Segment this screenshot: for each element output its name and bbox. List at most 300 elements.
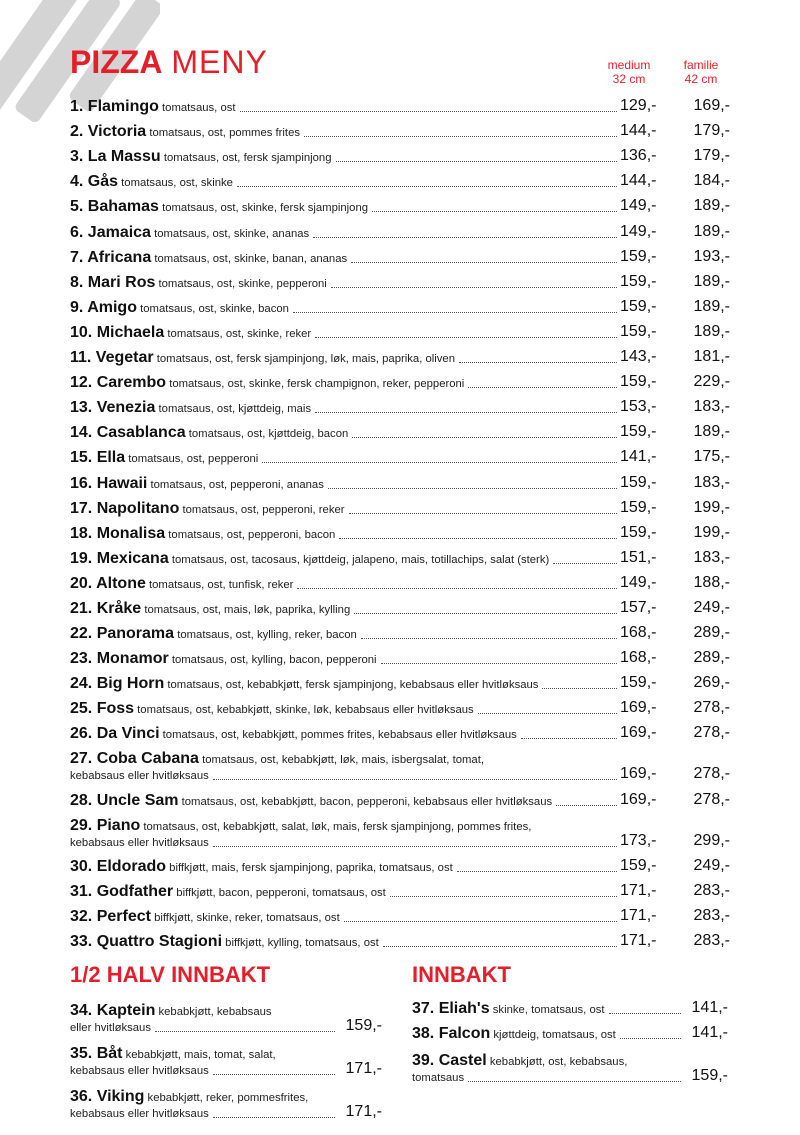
pizza-ingredients: tomatsaus, ost — [162, 102, 236, 115]
item-name: 39. Castel — [412, 1052, 487, 1069]
menu-row-line1 — [70, 1002, 338, 1021]
dot-leader — [372, 211, 617, 212]
menu-row — [70, 567, 730, 592]
pizza-name: 9. Amigo — [70, 298, 137, 316]
dot-leader — [468, 387, 617, 388]
menu-row-text — [70, 323, 312, 341]
menu-row — [70, 441, 730, 466]
menu-row — [70, 492, 730, 517]
item-ingredients: kebabkjøtt, kebabsaus — [158, 1006, 272, 1018]
price-familie: 189,- — [693, 197, 730, 215]
pizza-ingredients: tomatsaus, ost, tacosaus, kjøttdeig, jalapeno, mais, totillachips, salat (sterk) — [171, 553, 550, 566]
price-medium: 149,- — [620, 573, 657, 591]
menu-row-text — [70, 223, 310, 241]
pizza-name: 29. Piano — [70, 816, 141, 834]
menu-row-desc — [70, 907, 620, 925]
menu-row — [412, 1017, 728, 1042]
menu-row-text — [70, 599, 351, 617]
price-medium: 129,- — [620, 97, 657, 115]
menu-row — [70, 617, 730, 642]
menu-row — [70, 165, 730, 190]
price-medium: 169,- — [620, 765, 657, 783]
dot-leader — [336, 161, 618, 162]
menu-row-text — [70, 907, 340, 925]
menu-row-desc — [70, 599, 620, 617]
dot-leader — [351, 262, 617, 263]
price-familie: 175,- — [693, 448, 730, 466]
pizza-ingredients: tomatsaus, ost, skinke — [121, 177, 233, 190]
price-medium: 169,- — [620, 699, 657, 717]
column-medium-label: medium — [607, 58, 651, 72]
price-familie: 181,- — [693, 348, 730, 366]
dot-leader — [328, 488, 617, 489]
item-ingredients-cont: tomatsaus — [412, 1072, 465, 1084]
price-familie: 283,- — [693, 906, 730, 924]
item-name: 37. Eliah's — [412, 1000, 490, 1017]
dot-leader — [478, 713, 617, 714]
dot-leader — [352, 437, 617, 438]
menu-row-line2 — [412, 1071, 684, 1085]
pizza-ingredients: tomatsaus, ost, skinke, pepperoni — [158, 277, 327, 290]
menu-row-text — [70, 857, 453, 875]
menu-row-desc — [70, 524, 620, 542]
pizza-ingredients: tomatsaus, ost, pommes frites — [149, 127, 301, 140]
menu-row-text — [70, 524, 336, 542]
pizza-ingredients: tomatsaus, ost, skinke, fersk champignon, reker, pepperoni — [169, 378, 465, 391]
item-price: 171,- — [345, 1060, 382, 1077]
menu-row-desc — [70, 273, 620, 291]
menu-row — [70, 115, 730, 140]
menu-row-text — [70, 451, 258, 466]
dot-leader — [293, 312, 617, 313]
pizza-ingredients: biffkjøtt, skinke, reker, tomatsaus, ost — [154, 911, 340, 924]
pizza-ingredients: tomatsaus, ost, pepperoni, reker — [182, 503, 345, 516]
item-price: 171,- — [345, 1103, 382, 1120]
menu-row — [70, 542, 730, 567]
price-medium: 136,- — [620, 147, 657, 165]
pizza-name: 4. Gås — [70, 173, 119, 191]
pizza-name: 24. Big Horn — [70, 675, 165, 693]
menu-row-desc — [70, 677, 620, 692]
menu-row-desc — [412, 1002, 684, 1017]
menu-row-desc — [70, 125, 620, 140]
pizza-ingredients: tomatsaus, ost, skinke, banan, ananas — [154, 252, 348, 265]
price-medium: 168,- — [620, 624, 657, 642]
title-light: MENY — [171, 44, 268, 80]
price-familie: 179,- — [693, 122, 730, 140]
price-medium: 157,- — [620, 598, 657, 616]
pizza-ingredients: biffkjøtt, bacon, pepperoni, tomatsaus, ost — [176, 886, 386, 899]
dot-leader — [315, 337, 617, 338]
dot-leader — [339, 538, 617, 539]
price-medium: 171,- — [620, 931, 657, 949]
price-medium: 159,- — [620, 856, 657, 874]
pizza-ingredients: tomatsaus, ost, kebabkjøtt, pommes frites, kebabsaus eller hvitløksaus — [162, 729, 517, 742]
pizza-name: 16. Hawaii — [70, 474, 148, 492]
menu-row-text — [70, 200, 368, 215]
menu-row-text — [70, 574, 294, 592]
price-familie: 278,- — [693, 724, 730, 742]
pizza-ingredients-cont: kebabsaus eller hvitløksaus — [70, 836, 209, 849]
pizza-name: 6. Jamaica — [70, 223, 151, 241]
pizza-name: 22. Panorama — [70, 625, 175, 643]
menu-row — [70, 875, 730, 900]
price-medium: 173,- — [620, 831, 657, 849]
menu-row-desc — [412, 1052, 684, 1085]
dot-leader — [344, 921, 617, 922]
menu-row — [70, 190, 730, 215]
item-ingredients-cont: kebabsaus eller hvitløksaus — [70, 1065, 209, 1077]
dot-leader — [553, 563, 617, 564]
menu-row-desc — [412, 1027, 684, 1042]
menu-row — [70, 642, 730, 667]
menu-row-text — [70, 627, 357, 642]
dot-leader — [381, 663, 617, 664]
pizza-ingredients: tomatsaus, ost, skinke, fersk sjampinjong — [162, 202, 369, 215]
price-medium: 159,- — [620, 498, 657, 516]
price-familie: 189,- — [693, 423, 730, 441]
menu-row-text — [70, 652, 377, 667]
innbakt-title: INNBAKT — [412, 962, 511, 987]
menu-row-desc — [70, 351, 620, 366]
menu-row-desc — [70, 932, 620, 950]
price-familie: 278,- — [693, 765, 730, 783]
price-medium: 159,- — [620, 247, 657, 265]
price-medium: 144,- — [620, 172, 657, 190]
menu-row — [70, 809, 730, 850]
price-familie: 188,- — [693, 573, 730, 591]
menu-row-desc — [70, 627, 620, 642]
pizza-name: 5. Bahamas — [70, 198, 159, 216]
menu-row-desc — [70, 882, 620, 900]
menu-row-text — [412, 1027, 616, 1042]
column-familie-size: 42 cm — [684, 72, 718, 86]
price-familie: 183,- — [693, 548, 730, 566]
pizza-name: 3. La Massu — [70, 148, 161, 166]
dot-leader — [361, 638, 617, 639]
menu-row-desc — [70, 200, 620, 215]
item-price: 141,- — [691, 999, 728, 1016]
item-ingredients: skinke, tomatsaus, ost — [492, 1004, 605, 1016]
pizza-ingredients: tomatsaus, ost, kebabkjøtt, bacon, pepperoni, kebabsaus eller hvitløksaus — [181, 795, 553, 808]
pizza-ingredients: tomatsaus, ost, pepperoni, ananas — [150, 478, 324, 491]
price-familie: 189,- — [693, 297, 730, 315]
menu-row-text — [70, 150, 332, 165]
menu-row-desc — [70, 100, 620, 115]
dot-leader — [390, 896, 617, 897]
menu-row — [70, 266, 730, 291]
dot-leader — [542, 688, 617, 689]
title-bold: PIZZA — [70, 44, 163, 80]
price-medium: 159,- — [620, 322, 657, 340]
menu-row-line2 — [70, 1021, 338, 1035]
pizza-name: 15. Ella — [70, 449, 126, 467]
menu-row-desc — [70, 474, 620, 492]
item-name: 35. Båt — [70, 1045, 123, 1062]
price-medium: 159,- — [620, 423, 657, 441]
menu-row — [70, 783, 730, 808]
menu-row — [70, 241, 730, 266]
dot-leader — [383, 946, 617, 947]
halv-innbakt-title: 1/2 HALV INNBAKT — [70, 962, 271, 987]
menu-row-text — [70, 677, 538, 692]
pizza-ingredients: tomatsaus, ost, skinke, reker — [167, 327, 312, 340]
item-ingredients: kebabkjøtt, mais, tomat, salat, — [125, 1049, 276, 1061]
dot-leader — [315, 412, 617, 413]
menu-row-desc — [70, 857, 620, 875]
dot-leader — [459, 362, 617, 363]
menu-row — [70, 1035, 382, 1078]
pizza-name: 27. Coba Cabana — [70, 750, 199, 768]
menu-row — [70, 692, 730, 717]
menu-row — [70, 667, 730, 692]
menu-row — [412, 992, 728, 1017]
menu-row-text — [70, 351, 455, 366]
menu-row-line1 — [70, 817, 620, 836]
menu-row-desc — [70, 223, 620, 241]
menu-row-desc — [70, 727, 620, 742]
pizza-name: 1. Flamingo — [70, 98, 159, 116]
price-medium: 159,- — [620, 297, 657, 315]
menu-row-desc — [70, 175, 620, 190]
menu-row-text — [70, 125, 300, 140]
price-familie: 249,- — [693, 856, 730, 874]
pizza-ingredients: biffkjøtt, mais, fersk sjampinjong, paprika, tomatsaus, ost — [169, 861, 453, 874]
menu-row-text — [70, 376, 464, 391]
menu-row-line2 — [70, 769, 620, 783]
pizza-ingredients: tomatsaus, ost, fersk sjampinjong, løk, mais, paprika, oliven — [156, 353, 455, 366]
item-ingredients: kjøttdeig, tomatsaus, ost — [493, 1029, 616, 1041]
menu-row — [70, 592, 730, 617]
item-price: 159,- — [345, 1017, 382, 1034]
menu-row — [70, 1078, 382, 1121]
pizza-name: 17. Napolitano — [70, 499, 180, 517]
pizza-name: 13. Venezia — [70, 399, 156, 417]
dot-leader — [297, 588, 617, 589]
price-medium: 149,- — [620, 222, 657, 240]
menu-row — [70, 416, 730, 441]
pizza-name: 30. Eldorado — [70, 857, 167, 875]
dot-leader — [213, 1117, 335, 1118]
menu-row-desc — [70, 451, 620, 466]
menu-row-text — [412, 1002, 605, 1017]
menu-row-desc — [70, 376, 620, 391]
innbakt-list — [412, 992, 728, 1085]
price-medium: 141,- — [620, 448, 657, 466]
price-familie: 179,- — [693, 147, 730, 165]
menu-row-line1 — [70, 1045, 338, 1064]
price-familie: 269,- — [693, 674, 730, 692]
menu-row-desc — [70, 248, 620, 266]
pizza-ingredients: tomatsaus, ost, pepperoni, bacon — [168, 528, 336, 541]
pizza-name: 33. Quattro Stagioni — [70, 932, 223, 950]
menu-row-desc — [70, 574, 620, 592]
pizza-name: 2. Victoria — [70, 123, 147, 141]
price-familie: 289,- — [693, 649, 730, 667]
menu-row — [70, 341, 730, 366]
menu-row-line1 — [70, 1088, 338, 1107]
item-ingredients-cont: kebabsaus eller hvitløksaus — [70, 1108, 209, 1120]
pizza-name: 32. Perfect — [70, 907, 151, 925]
price-familie: 278,- — [693, 790, 730, 808]
menu-row — [70, 850, 730, 875]
item-ingredients-cont: eller hvitløksaus — [70, 1022, 151, 1034]
dot-leader — [213, 1074, 335, 1075]
price-familie: 278,- — [693, 699, 730, 717]
dot-leader — [354, 613, 617, 614]
column-header-medium — [594, 58, 664, 86]
menu-row-line2 — [70, 836, 620, 850]
menu-row — [70, 391, 730, 416]
price-medium: 151,- — [620, 548, 657, 566]
pizza-ingredients: tomatsaus, ost, kjøttdeig, bacon — [188, 428, 349, 441]
dot-leader — [240, 111, 617, 112]
price-familie: 299,- — [693, 831, 730, 849]
price-familie: 169,- — [693, 97, 730, 115]
price-familie: 283,- — [693, 881, 730, 899]
price-familie: 199,- — [693, 523, 730, 541]
menu-row-desc — [70, 702, 620, 717]
menu-row — [70, 140, 730, 165]
price-medium: 171,- — [620, 881, 657, 899]
menu-row-desc — [70, 323, 620, 341]
menu-row — [412, 1042, 728, 1085]
menu-row-text — [70, 549, 550, 567]
item-price: 159,- — [691, 1067, 728, 1084]
pizza-ingredients: tomatsaus, ost, skinke, bacon — [140, 302, 289, 315]
menu-row-text — [70, 248, 348, 266]
menu-row-desc — [70, 1088, 338, 1121]
dot-leader — [457, 871, 617, 872]
menu-row — [70, 291, 730, 316]
pizza-ingredients: tomatsaus, ost, kylling, bacon, pepperoni — [171, 654, 377, 667]
dot-leader — [521, 738, 617, 739]
menu-row — [70, 316, 730, 341]
pizza-name: 12. Carembo — [70, 374, 167, 392]
pizza-name: 21. Kråke — [70, 599, 142, 617]
item-name: 34. Kaptein — [70, 1002, 156, 1019]
menu-row-desc — [70, 817, 620, 850]
pizza-name: 28. Uncle Sam — [70, 791, 179, 809]
dot-leader — [313, 237, 617, 238]
menu-row-text — [70, 298, 289, 316]
pizza-name: 19. Mexicana — [70, 549, 169, 567]
page-title — [70, 44, 268, 80]
pizza-name: 11. Vegetar — [70, 349, 154, 367]
price-familie: 189,- — [693, 322, 730, 340]
price-medium: 168,- — [620, 649, 657, 667]
dot-leader — [213, 779, 617, 780]
price-medium: 159,- — [620, 674, 657, 692]
pizza-ingredients: tomatsaus, ost, pepperoni — [128, 453, 259, 466]
menu-row — [70, 215, 730, 240]
pizza-name: 25. Foss — [70, 700, 135, 718]
menu-row-desc — [70, 150, 620, 165]
price-familie: 289,- — [693, 624, 730, 642]
menu-row-text — [70, 727, 517, 742]
dot-leader — [262, 462, 617, 463]
pizza-name: 26. Da Vinci — [70, 725, 160, 743]
pizza-name: 10. Michaela — [70, 323, 165, 341]
menu-row-text — [70, 932, 379, 950]
price-familie: 189,- — [693, 222, 730, 240]
item-price: 141,- — [691, 1024, 728, 1041]
menu-row-desc — [70, 750, 620, 783]
menu-row-line2 — [70, 1107, 338, 1121]
price-familie: 249,- — [693, 598, 730, 616]
menu-row — [70, 900, 730, 925]
pizza-name: 8. Mari Ros — [70, 273, 156, 291]
pizza-ingredients: tomatsaus, ost, kebabkjøtt, fersk sjampinjong, kebabsaus eller hvitløksaus — [167, 679, 539, 692]
price-familie: 199,- — [693, 498, 730, 516]
menu-row-text — [70, 702, 474, 717]
pizza-ingredients: tomatsaus, ost, mais, løk, paprika, kylling — [144, 603, 351, 616]
pizza-name: 14. Casablanca — [70, 424, 186, 442]
price-medium: 153,- — [620, 398, 657, 416]
menu-row — [70, 742, 730, 783]
price-medium: 169,- — [620, 724, 657, 742]
menu-row — [70, 925, 730, 950]
price-familie: 283,- — [693, 931, 730, 949]
pizza-name: 18. Monalisa — [70, 524, 166, 542]
column-familie-label: familie — [683, 58, 719, 72]
column-medium-size: 32 cm — [612, 72, 646, 86]
menu-row — [70, 466, 730, 491]
menu-row-desc — [70, 426, 620, 441]
dot-leader — [213, 846, 617, 847]
dot-leader — [556, 805, 617, 806]
price-familie: 183,- — [693, 398, 730, 416]
dot-leader — [331, 287, 617, 288]
dot-leader — [609, 1013, 681, 1014]
menu-row — [70, 717, 730, 742]
pizza-ingredients: tomatsaus, ost, kebabkjøtt, skinke, løk, kebabsaus eller hvitløksaus — [137, 704, 474, 717]
item-name: 36. Viking — [70, 1088, 145, 1105]
pizza-ingredients: biffkjøtt, kylling, tomatsaus, ost — [225, 936, 379, 949]
pizza-list — [70, 90, 730, 950]
pizza-name: 23. Monamor — [70, 650, 169, 668]
price-familie: 189,- — [693, 272, 730, 290]
menu-row-text — [70, 791, 553, 809]
dot-leader — [468, 1081, 681, 1082]
menu-row-text — [70, 401, 311, 416]
menu-row — [70, 992, 382, 1035]
price-medium: 159,- — [620, 473, 657, 491]
dot-leader — [155, 1031, 335, 1032]
menu-row — [70, 90, 730, 115]
menu-row — [70, 517, 730, 542]
item-ingredients: kebabkjøtt, ost, kebabsaus, — [489, 1056, 628, 1068]
price-familie: 184,- — [693, 172, 730, 190]
menu-row-desc — [70, 1045, 338, 1078]
price-medium: 169,- — [620, 790, 657, 808]
pizza-ingredients: tomatsaus, ost, tunfisk, reker — [149, 578, 294, 591]
menu-row — [70, 366, 730, 391]
menu-row-desc — [70, 1002, 338, 1035]
price-medium: 144,- — [620, 122, 657, 140]
menu-row-text — [70, 273, 327, 291]
pizza-ingredients: tomatsaus, ost, kebabkjøtt, løk, mais, isbergsalat, tomat, — [202, 754, 484, 767]
pizza-name: 20. Altone — [70, 574, 146, 592]
menu-row-text — [70, 426, 348, 441]
menu-row-desc — [70, 791, 620, 809]
menu-row-desc — [70, 298, 620, 316]
menu-row-text — [70, 175, 233, 190]
menu-row-desc — [70, 499, 620, 517]
pizza-ingredients: tomatsaus, ost, kebabkjøtt, salat, løk, mais, fersk sjampinjong, pommes frites, — [143, 820, 532, 833]
menu-row-line1 — [70, 750, 620, 769]
menu-row-desc — [70, 549, 620, 567]
